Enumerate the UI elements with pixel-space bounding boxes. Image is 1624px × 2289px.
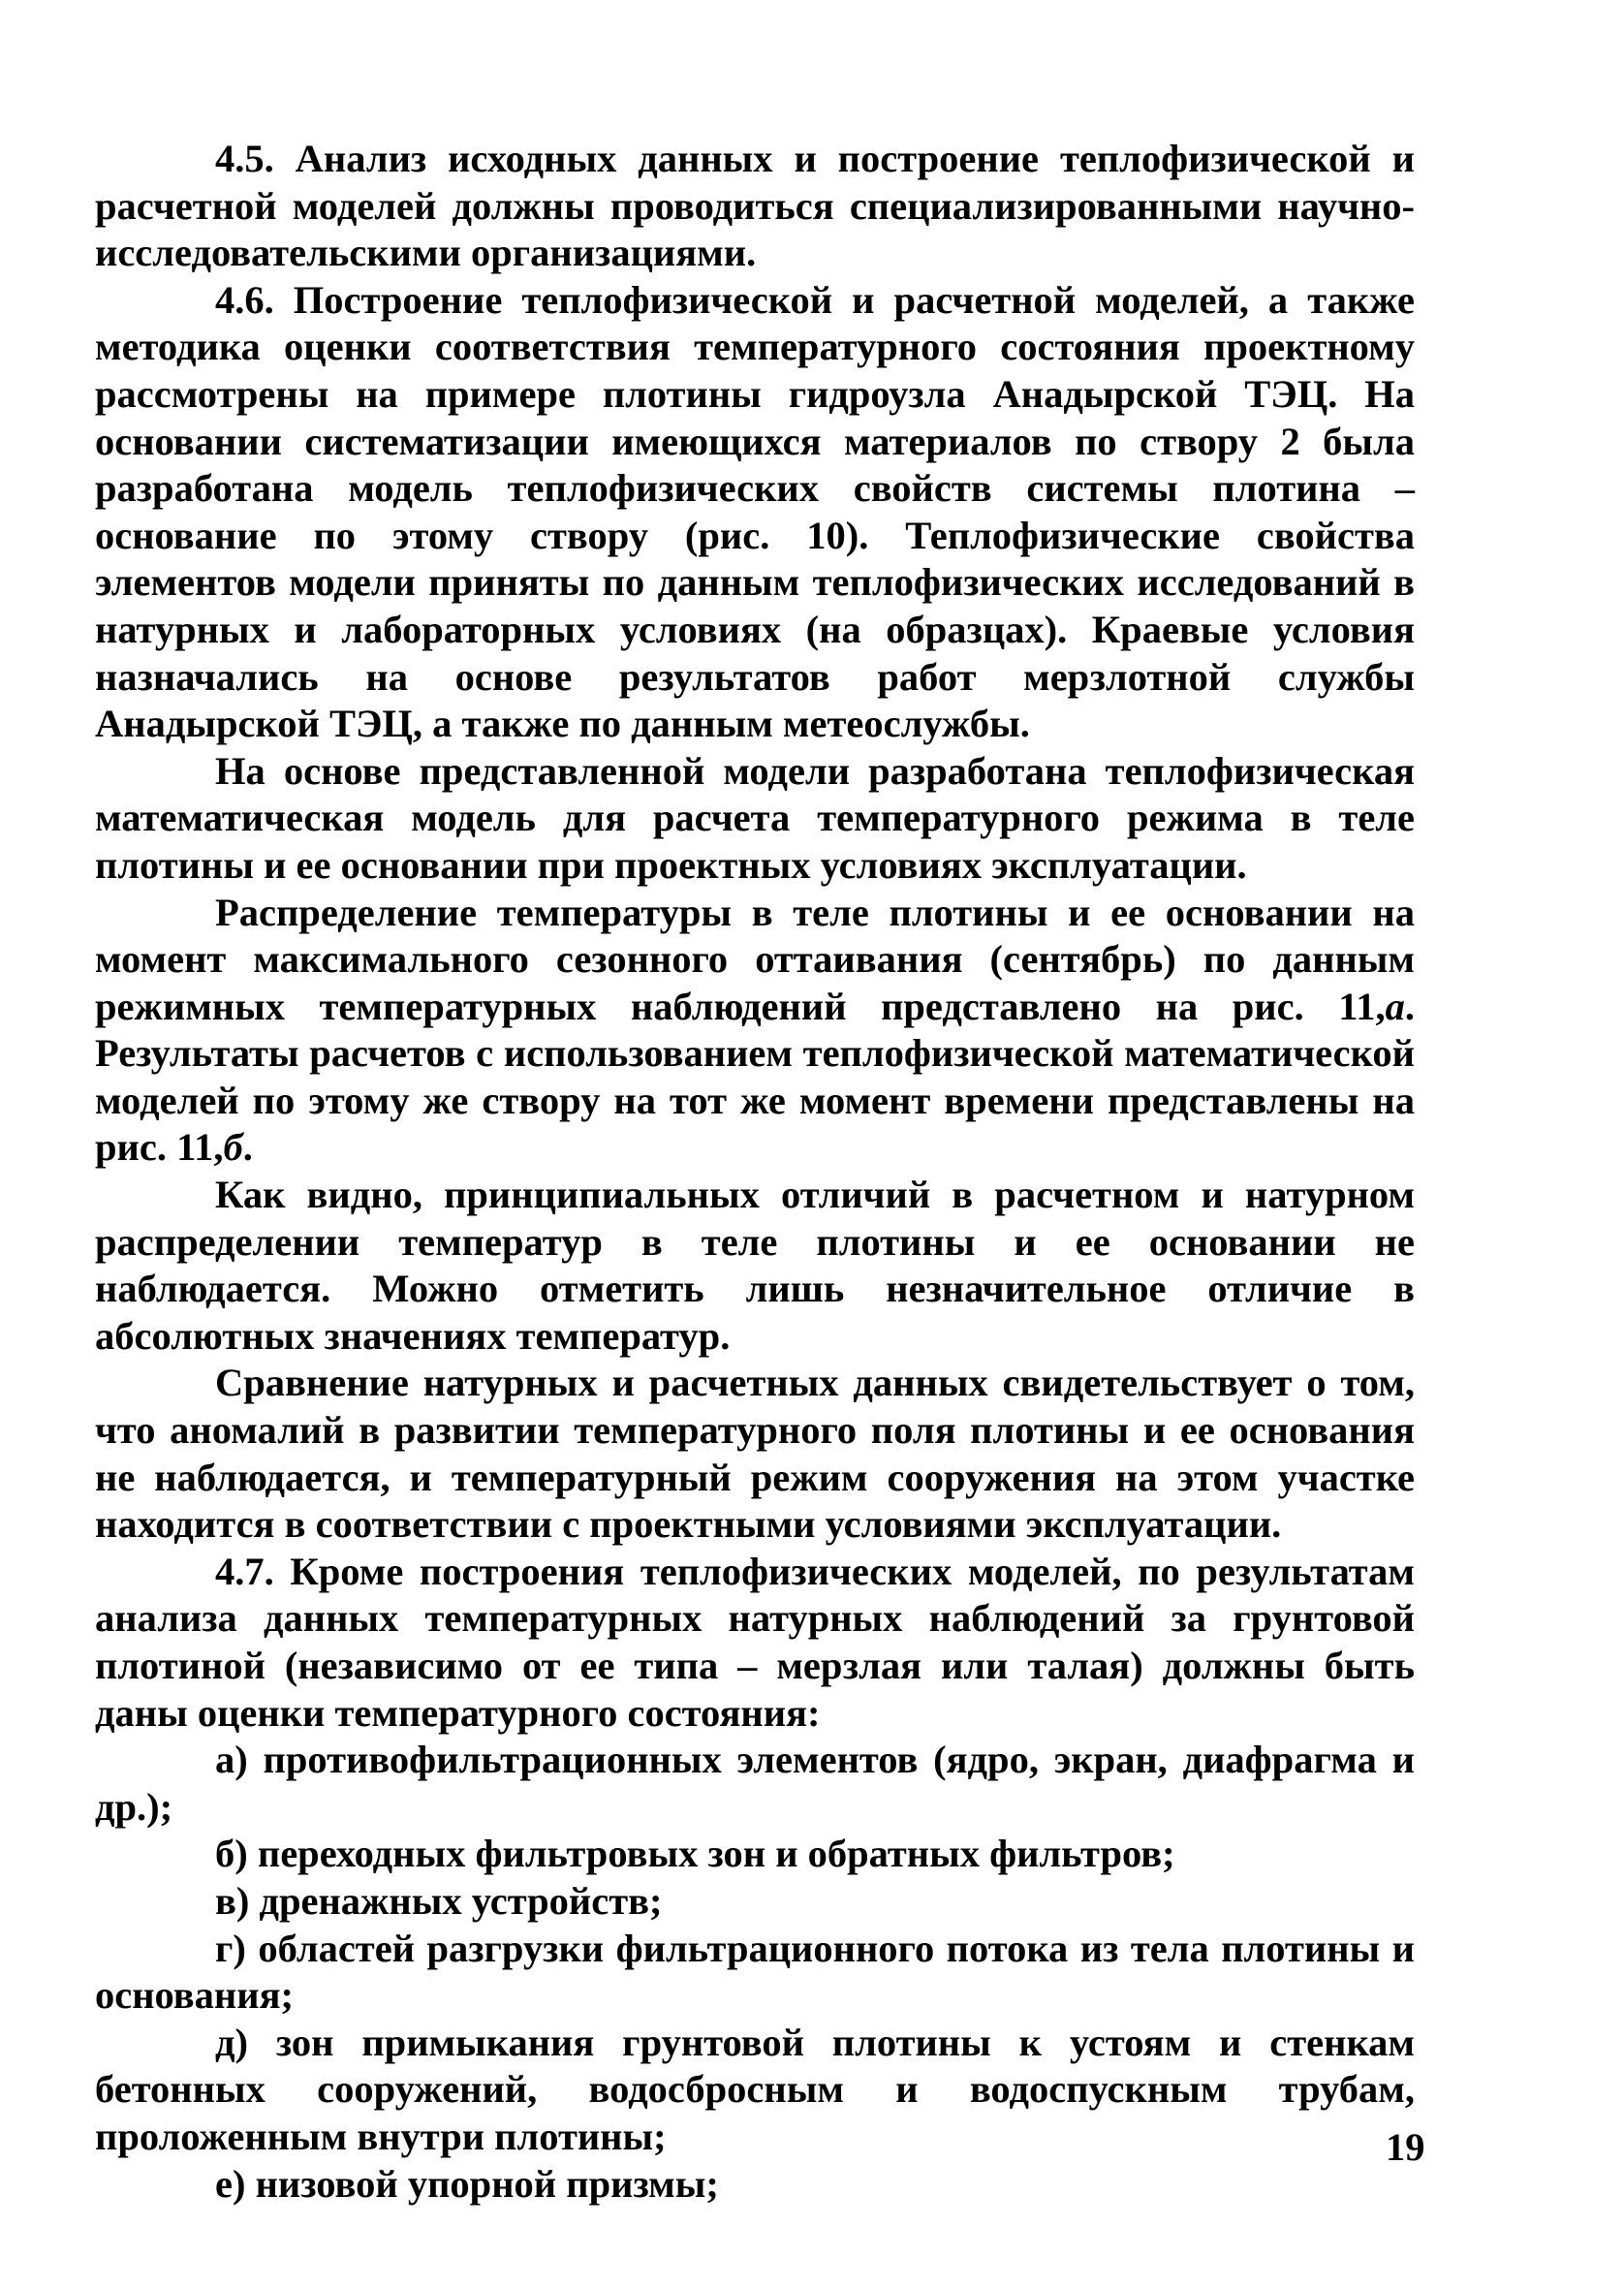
page-number: 19	[1386, 2125, 1425, 2169]
body-text	[95, 136, 1415, 2208]
figure-ref-b: б	[223, 1125, 243, 1170]
paragraph-text-part: Распределение температуры в теле плотины и ее основании на момент максимального сезонного оттаивания (сентябрь) по данным режимных температурных наблюдений представлено на рис. 11,	[95, 890, 1415, 1028]
paragraph-model: На основе представленной модели разработана теплофизическая математическая модель для расчета температурного режима в теле плотины и ее основании при проектных условиях эксплуатации.	[95, 748, 1415, 887]
paragraph-4-7: 4.7. Кроме построения теплофизических моделей, по результатам анализа данных температурных натурных наблюдений за грунтовой плотиной (независимо от ее типа – мерзлая или талая) должны быть даны оценки температурного состояния:	[95, 1549, 1415, 1735]
paragraph-comparison: Как видно, принципиальных отличий в расчетном и натурном распределении температур в теле плотины и ее основании не наблюдается. Можно отметить лишь незначительное отличие в абсолютных значениях температур.	[95, 1173, 1415, 1358]
paragraph-text-part: .	[242, 1125, 253, 1170]
paragraph-text-part: . Результаты расчетов с использованием теплофизической математической моделей по этому же створу на тот же момент времени представлены на рис. 11,	[95, 984, 1415, 1170]
paragraph-conclusion: Сравнение натурных и расчетных данных свидетельствует о том, что аномалий в развитии температурного поля плотины и ее основания не наблюдается, и температурный режим сооружения на этом участке находится в соответствии с проектными условиями эксплуатации.	[95, 1361, 1415, 1547]
list-item-d: д) зон примыкания грунтовой плотины к устоям и стенкам бетонных сооружений, водосбросным и водоспускным трубам, проложенным внутри плотины;	[95, 2020, 1415, 2158]
paragraph-4-6: 4.6. Построение теплофизической и расчетной моделей, а также методика оценки соответствия температурного состояния проектному рассмотрены на примере плотины гидроузла Анадырской ТЭЦ. На основании систематизации имеющихся материалов по створу 2 была разработана модель теплофизических свойств системы плотина – основание по этому створу (рис. 10). Теплофизические свойства элементов модели приняты по данным теплофизических исследований в натурных и лабораторных условиях (на образцах). Краевые условия назначались на основе результатов работ мерзлотной службы Анадырской ТЭЦ, а также по данным метеослужбы.	[95, 277, 1415, 746]
list-item-a: а) противофильтрационных элементов (ядро, экран, диафрагма и др.);	[95, 1738, 1415, 1829]
list-item-e: е) низовой упорной призмы;	[215, 2161, 719, 2206]
figure-ref-a: а	[1385, 984, 1405, 1028]
list-item-b: б) переходных фильтровых зон и обратных фильтров;	[215, 1832, 1175, 1876]
paragraph-temperature-distribution	[95, 890, 1415, 1173]
list-item-v: в) дренажных устройств;	[215, 1878, 663, 1923]
paragraph-4-5: 4.5. Анализ исходных данных и построение теплофизической и расчетной моделей должны проводиться специализированными научно-исследовательскими организациями.	[95, 137, 1415, 275]
list-item-g: г) областей разгрузки фильтрационного потока из тела плотины и основания;	[95, 1926, 1415, 2018]
